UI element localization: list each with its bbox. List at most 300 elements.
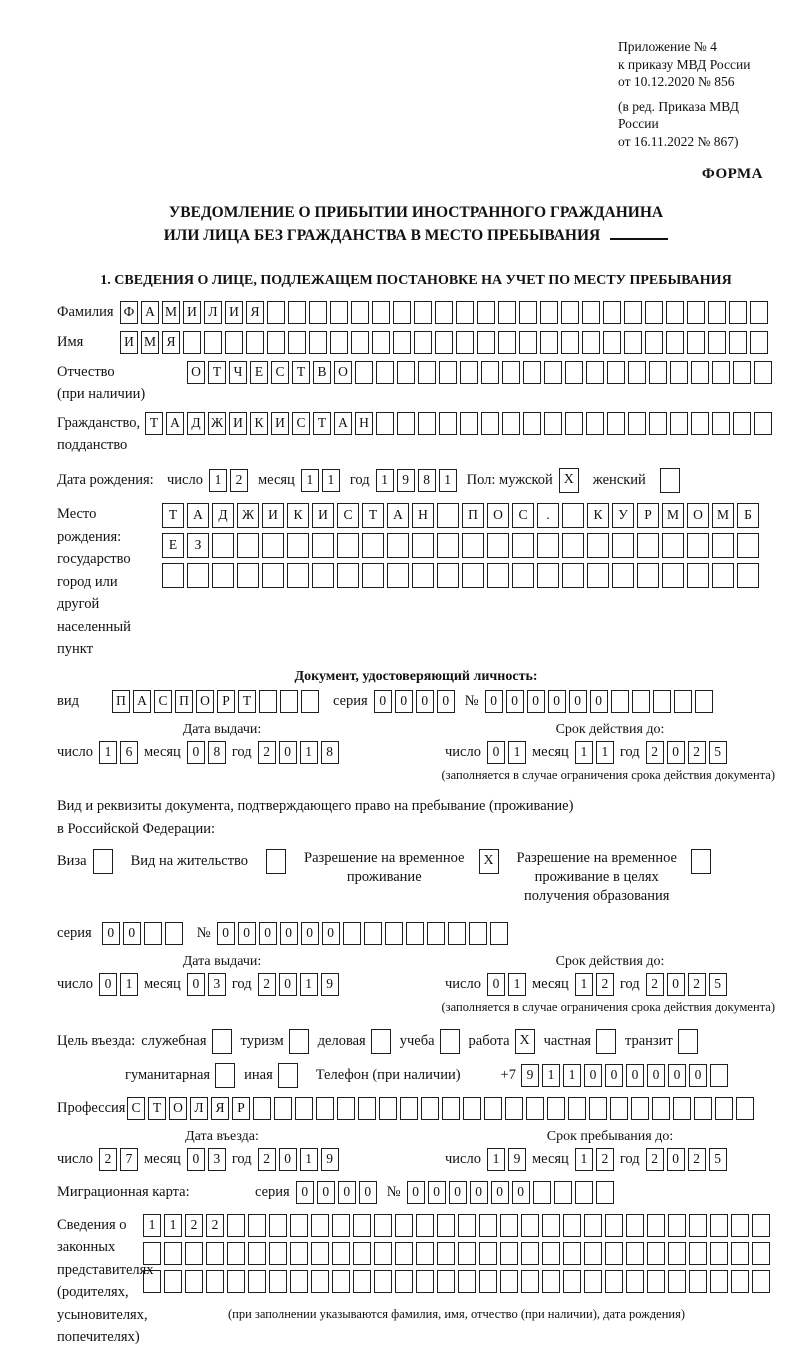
char-cell: 1 — [542, 1064, 560, 1087]
purpose-tourism-label: туризм — [240, 1032, 284, 1049]
char-cell — [519, 301, 537, 324]
edu-permit-label-line2: проживание в целях — [534, 868, 659, 885]
char-cell: Т — [145, 412, 163, 435]
char-cell — [143, 1270, 161, 1293]
char-cell — [437, 1270, 455, 1293]
char-cell — [439, 361, 457, 384]
char-cell: 1 — [508, 741, 526, 764]
char-cell — [544, 361, 562, 384]
char-cell: 1 — [322, 469, 340, 492]
char-cell: 1 — [300, 973, 318, 996]
residence-expiry-header: Срок действия до: — [555, 953, 665, 969]
char-cell: 2 — [206, 1214, 224, 1237]
char-cell — [605, 1242, 623, 1265]
char-cell: 0 — [626, 1064, 644, 1087]
char-cell — [469, 922, 487, 945]
entry-date-group — [57, 1129, 387, 1171]
char-cell — [477, 301, 495, 324]
doc-expiry-year-cells — [646, 741, 727, 764]
char-cell: Т — [208, 361, 226, 384]
entry-month-cells — [187, 1148, 226, 1171]
char-cell — [562, 503, 584, 528]
char-cell: Д — [212, 503, 234, 528]
birthdate-label: Дата рождения: — [57, 472, 154, 488]
char-cell — [289, 1029, 309, 1054]
char-cell: 0 — [279, 973, 297, 996]
char-cell — [502, 412, 520, 435]
char-cell — [653, 690, 671, 713]
forma-label: ФОРМА — [701, 166, 763, 182]
stay-year-cells — [646, 1148, 727, 1171]
char-cell — [565, 361, 583, 384]
representatives-rows — [143, 1214, 770, 1349]
char-cell — [691, 361, 709, 384]
char-cell: 2 — [258, 973, 276, 996]
purpose-work-label: работа — [468, 1032, 510, 1049]
char-cell — [227, 1214, 245, 1237]
ref-line-1: Приложение № 4 — [618, 39, 717, 54]
char-cell — [337, 533, 359, 558]
char-cell: И — [271, 412, 289, 435]
edu-permit-checkbox — [691, 849, 711, 874]
char-cell — [687, 331, 705, 354]
char-cell — [500, 1214, 518, 1237]
purpose-private-checkbox — [596, 1029, 616, 1054]
ref-line-3: от 10.12.2020 № 856 — [618, 74, 735, 89]
char-cell — [427, 922, 445, 945]
char-cell — [481, 361, 499, 384]
char-cell — [332, 1242, 350, 1265]
char-cell — [537, 533, 559, 558]
char-cell — [637, 533, 659, 558]
char-cell: Л — [204, 301, 222, 324]
char-cell — [645, 301, 663, 324]
char-cell — [500, 1270, 518, 1293]
char-cell — [626, 1242, 644, 1265]
char-cell — [395, 1270, 413, 1293]
char-cell: Т — [238, 690, 256, 713]
char-cell — [237, 563, 259, 588]
char-cell — [632, 690, 650, 713]
patronymic-cells — [187, 361, 772, 384]
char-cell — [523, 412, 541, 435]
char-cell — [397, 412, 415, 435]
char-cell: М — [712, 503, 734, 528]
char-cell — [93, 849, 113, 874]
char-cell — [418, 361, 436, 384]
char-cell — [540, 301, 558, 324]
birthdate-month-label: месяц — [257, 472, 295, 488]
char-cell — [666, 301, 684, 324]
char-cell: И — [312, 503, 334, 528]
char-cell — [337, 1097, 355, 1120]
char-cell: 0 — [449, 1181, 467, 1204]
purpose-business-checkbox — [371, 1029, 391, 1054]
char-cell: 0 — [667, 973, 685, 996]
residence-permit-label: Вид на жительство — [130, 852, 249, 869]
char-cell: 8 — [321, 741, 339, 764]
char-cell: Т — [162, 503, 184, 528]
char-cell — [437, 1214, 455, 1237]
char-cell — [269, 1214, 287, 1237]
char-cell — [547, 1097, 565, 1120]
residence-expiry-month-cells — [575, 973, 614, 996]
char-cell — [456, 331, 474, 354]
purpose-business-label: деловая — [317, 1032, 366, 1049]
residence-issue-group — [57, 954, 387, 996]
char-cell: 0 — [527, 690, 545, 713]
char-cell: . — [537, 503, 559, 528]
sex-female-checkbox — [660, 468, 680, 493]
birthdate-row — [57, 468, 775, 493]
char-cell — [521, 1214, 539, 1237]
doc-issue-month-cells — [187, 741, 226, 764]
char-cell — [612, 563, 634, 588]
char-cell — [624, 301, 642, 324]
char-cell — [487, 563, 509, 588]
char-cell — [596, 1181, 614, 1204]
char-cell — [393, 301, 411, 324]
char-cell: 0 — [416, 690, 434, 713]
char-cell — [395, 1242, 413, 1265]
char-cell — [521, 1242, 539, 1265]
char-cell — [458, 1242, 476, 1265]
char-cell: С — [127, 1097, 145, 1120]
char-cell — [437, 1242, 455, 1265]
char-cell: 0 — [647, 1064, 665, 1087]
purpose-transit-checkbox — [678, 1029, 698, 1054]
char-cell — [584, 1270, 602, 1293]
char-cell — [626, 1270, 644, 1293]
char-cell — [712, 361, 730, 384]
char-cell — [376, 361, 394, 384]
char-cell — [395, 1214, 413, 1237]
char-cell — [582, 331, 600, 354]
char-cell — [647, 1242, 665, 1265]
char-cell: 0 — [428, 1181, 446, 1204]
char-cell: М — [662, 503, 684, 528]
char-cell — [554, 1181, 572, 1204]
char-cell — [262, 563, 284, 588]
residence-issue-day-label: число — [57, 975, 93, 992]
title-line-2: ИЛИ ЛИЦА БЕЗ ГРАЖДАНСТВА В МЕСТО ПРЕБЫВАНИЯ — [163, 227, 601, 244]
char-cell — [731, 1242, 749, 1265]
char-cell: С — [292, 412, 310, 435]
char-cell: Я — [162, 331, 180, 354]
title-underline — [610, 226, 668, 240]
temp-permit-checkbox — [479, 849, 499, 874]
char-cell: Д — [187, 412, 205, 435]
char-cell: 0 — [317, 1181, 335, 1204]
residence-intro-line1: Вид и реквизиты документа, подтверждающего право на пребывание (проживание) — [57, 797, 574, 814]
char-cell: С — [154, 690, 172, 713]
char-cell — [737, 563, 759, 588]
char-cell — [668, 1214, 686, 1237]
edu-permit-label-line1: Разрешение на временное — [516, 849, 677, 866]
char-cell — [309, 301, 327, 324]
char-cell — [312, 533, 334, 558]
representatives-cells-row1 — [143, 1214, 770, 1237]
residence-series-row — [57, 922, 775, 945]
char-cell — [754, 412, 772, 435]
char-cell — [505, 1097, 523, 1120]
char-cell: 2 — [688, 741, 706, 764]
char-cell — [691, 412, 709, 435]
doc-issue-group — [57, 722, 387, 764]
char-cell — [460, 361, 478, 384]
char-cell — [215, 1063, 235, 1088]
migration-card-row — [57, 1181, 775, 1204]
phone-label: Телефон (при наличии) — [315, 1066, 461, 1083]
char-cell: 2 — [258, 1148, 276, 1171]
char-cell — [729, 331, 747, 354]
doc-expiry-month-label: месяц — [531, 743, 569, 760]
char-cell — [561, 331, 579, 354]
char-cell: Ч — [229, 361, 247, 384]
title-line-1: УВЕДОМЛЕНИЕ О ПРИБЫТИИ ИНОСТРАННОГО ГРАЖДАНИНА — [168, 204, 664, 221]
char-cell — [416, 1242, 434, 1265]
char-cell — [358, 1097, 376, 1120]
char-cell: 5 — [709, 973, 727, 996]
doc-issue-day-cells — [99, 741, 138, 764]
purpose-study-checkbox — [440, 1029, 460, 1054]
representatives-cells-row3 — [143, 1270, 770, 1293]
purpose-private-label: частная — [543, 1032, 591, 1049]
char-cell — [269, 1242, 287, 1265]
residence-issue-year-cells — [258, 973, 339, 996]
char-cell: 0 — [259, 922, 277, 945]
char-cell — [387, 563, 409, 588]
char-cell — [645, 331, 663, 354]
purpose-official-checkbox — [212, 1029, 232, 1054]
char-cell: 0 — [395, 690, 413, 713]
char-cell: 9 — [321, 973, 339, 996]
birthplace-label — [57, 503, 162, 661]
char-cell — [259, 690, 277, 713]
char-cell — [712, 533, 734, 558]
representatives-label-line6: попечителях) — [57, 1329, 140, 1345]
residence-expiry-day-cells — [487, 973, 526, 996]
char-cell — [526, 1097, 544, 1120]
residence-expiry-group — [445, 954, 775, 996]
char-cell: X — [515, 1029, 535, 1054]
entry-year-cells — [258, 1148, 339, 1171]
char-cell — [589, 1097, 607, 1120]
purpose-other-label: иная — [244, 1066, 273, 1083]
char-cell: Р — [637, 503, 659, 528]
representatives-label-line4: (родителях, — [57, 1284, 129, 1300]
char-cell — [626, 1214, 644, 1237]
identity-doc-dates — [57, 722, 775, 764]
doc-issue-month-label: месяц — [143, 743, 181, 760]
char-cell — [662, 563, 684, 588]
char-cell: 0 — [667, 741, 685, 764]
char-cell — [542, 1270, 560, 1293]
purpose-tourism-checkbox — [289, 1029, 309, 1054]
char-cell: Н — [355, 412, 373, 435]
char-cell — [290, 1270, 308, 1293]
char-cell — [437, 533, 459, 558]
char-cell: 9 — [397, 469, 415, 492]
char-cell — [563, 1242, 581, 1265]
char-cell: 2 — [688, 1148, 706, 1171]
char-cell — [708, 301, 726, 324]
char-cell — [710, 1064, 728, 1087]
char-cell: Р — [232, 1097, 250, 1120]
char-cell — [582, 301, 600, 324]
char-cell — [332, 1270, 350, 1293]
char-cell: С — [271, 361, 289, 384]
char-cell — [687, 301, 705, 324]
char-cell — [710, 1214, 728, 1237]
char-cell: 2 — [230, 469, 248, 492]
char-cell — [637, 563, 659, 588]
char-cell: 1 — [575, 1148, 593, 1171]
purpose-row-2 — [125, 1063, 775, 1088]
residence-options-row — [57, 849, 775, 906]
char-cell: 0 — [338, 1181, 356, 1204]
char-cell — [437, 563, 459, 588]
char-cell — [561, 301, 579, 324]
char-cell — [351, 301, 369, 324]
char-cell — [689, 1242, 707, 1265]
char-cell: 1 — [508, 973, 526, 996]
char-cell — [463, 1097, 481, 1120]
purpose-row — [57, 1029, 775, 1054]
doc-expiry-day-label: число — [445, 743, 481, 760]
residence-expiry-year-cells — [646, 973, 727, 996]
char-cell — [162, 563, 184, 588]
doc-issue-year-cells — [258, 741, 339, 764]
char-cell: Т — [292, 361, 310, 384]
char-cell: С — [512, 503, 534, 528]
representatives-label-line1: Сведения о — [57, 1216, 127, 1233]
char-cell: 0 — [123, 922, 141, 945]
char-cell: В — [313, 361, 331, 384]
entry-day-label: число — [57, 1150, 93, 1167]
char-cell — [206, 1242, 224, 1265]
stay-month-label: месяц — [531, 1150, 569, 1167]
char-cell — [362, 563, 384, 588]
char-cell: 0 — [279, 741, 297, 764]
char-cell: 0 — [491, 1181, 509, 1204]
char-cell — [460, 412, 478, 435]
purpose-humanitarian-checkbox — [215, 1063, 235, 1088]
char-cell — [607, 412, 625, 435]
doc-kind-label: вид — [57, 692, 79, 709]
residence-doc-intro — [57, 795, 775, 841]
char-cell — [481, 412, 499, 435]
char-cell — [587, 533, 609, 558]
birthplace-label-line3: город или другой — [57, 573, 118, 612]
char-cell — [649, 361, 667, 384]
char-cell: О — [487, 503, 509, 528]
char-cell — [266, 849, 286, 874]
char-cell — [611, 690, 629, 713]
char-cell — [695, 690, 713, 713]
char-cell: 1 — [575, 973, 593, 996]
citizenship-label-line1: Гражданство, — [57, 415, 141, 431]
doc-series-cells — [374, 690, 455, 713]
char-cell — [379, 1097, 397, 1120]
profession-label: Профессия — [57, 1099, 126, 1116]
stay-until-group — [445, 1129, 775, 1171]
char-cell — [439, 412, 457, 435]
residence-issue-day-cells — [99, 973, 138, 996]
char-cell — [143, 1242, 161, 1265]
migration-number-label: № — [386, 1183, 401, 1200]
section1-heading: 1. СВЕДЕНИЯ О ЛИЦЕ, ПОДЛЕЖАЩЕМ ПОСТАНОВКЕ НА УЧЕТ ПО МЕСТУ ПРЕБЫВАНИЯ — [100, 273, 732, 288]
char-cell: 8 — [418, 469, 436, 492]
char-cell — [337, 563, 359, 588]
char-cell: Ф — [120, 301, 138, 324]
char-cell: 1 — [120, 973, 138, 996]
char-cell — [311, 1214, 329, 1237]
char-cell — [212, 563, 234, 588]
stay-month-cells — [575, 1148, 614, 1171]
char-cell — [660, 468, 680, 493]
doc-expiry-day-cells — [487, 741, 526, 764]
char-cell: У — [612, 503, 634, 528]
char-cell — [355, 361, 373, 384]
char-cell: 3 — [208, 973, 226, 996]
char-cell: 2 — [596, 973, 614, 996]
char-cell — [227, 1270, 245, 1293]
char-cell: 2 — [185, 1214, 203, 1237]
char-cell — [731, 1214, 749, 1237]
char-cell: 5 — [709, 1148, 727, 1171]
char-cell — [479, 1214, 497, 1237]
char-cell: О — [196, 690, 214, 713]
char-cell — [565, 412, 583, 435]
char-cell — [544, 412, 562, 435]
char-cell — [442, 1097, 460, 1120]
char-cell: 8 — [208, 741, 226, 764]
char-cell: 1 — [575, 741, 593, 764]
char-cell — [248, 1214, 266, 1237]
char-cell: 1 — [563, 1064, 581, 1087]
char-cell: X — [479, 849, 499, 874]
char-cell: И — [120, 331, 138, 354]
char-cell: 1 — [300, 1148, 318, 1171]
char-cell: 0 — [322, 922, 340, 945]
char-cell: Я — [211, 1097, 229, 1120]
char-cell: Т — [148, 1097, 166, 1120]
char-cell: П — [112, 690, 130, 713]
char-cell: Е — [162, 533, 184, 558]
char-cell — [301, 690, 319, 713]
citizenship-row — [57, 412, 775, 456]
char-cell — [674, 690, 692, 713]
char-cell: П — [175, 690, 193, 713]
char-cell — [248, 1242, 266, 1265]
char-cell: 0 — [374, 690, 392, 713]
char-cell: Т — [362, 503, 384, 528]
visa-label: Виза — [57, 852, 87, 869]
char-cell — [628, 361, 646, 384]
char-cell: 2 — [596, 1148, 614, 1171]
residence-expiry-day-label: число — [445, 975, 481, 992]
char-cell — [418, 412, 436, 435]
doc-kind-cells — [112, 690, 319, 713]
char-cell — [187, 563, 209, 588]
char-cell — [596, 1029, 616, 1054]
char-cell — [448, 922, 466, 945]
ref-line-2: к приказу МВД России — [618, 56, 751, 72]
char-cell: 0 — [569, 690, 587, 713]
char-cell — [733, 361, 751, 384]
char-cell — [500, 1242, 518, 1265]
